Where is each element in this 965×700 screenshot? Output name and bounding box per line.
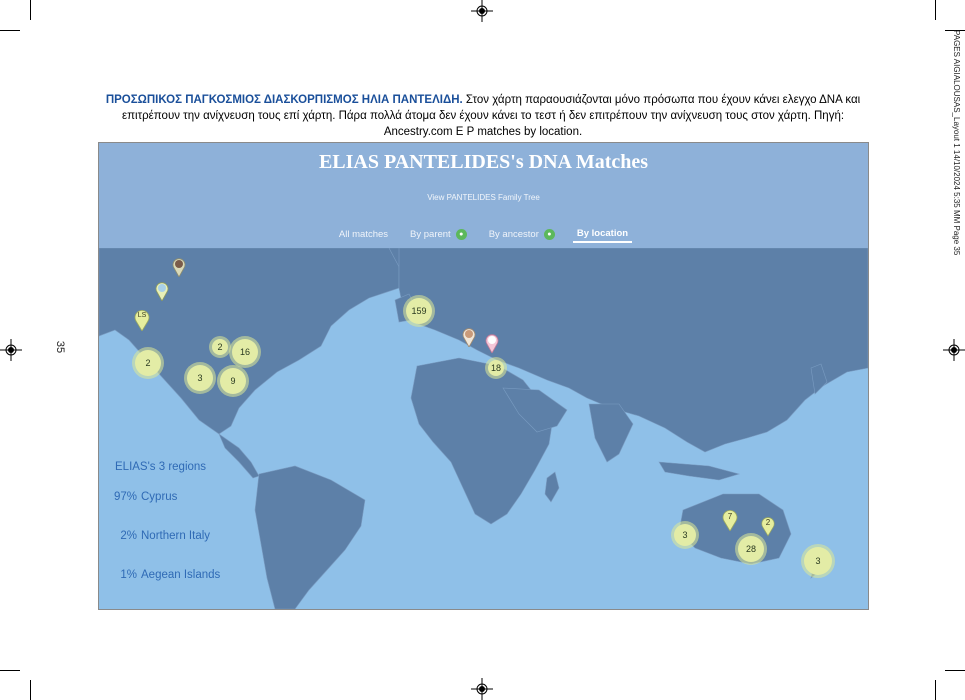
registration-mark-icon	[471, 0, 493, 22]
tab-by-ancestor[interactable]	[485, 227, 559, 242]
cluster-sydney[interactable]	[721, 509, 739, 531]
cluster-uk[interactable]	[406, 298, 432, 324]
map-pin-photo-icon[interactable]	[461, 327, 477, 347]
dna-matches-screenshot	[98, 142, 869, 610]
cluster-midwest[interactable]	[212, 339, 228, 355]
figure-caption	[98, 92, 868, 140]
map-pin-photo-icon[interactable]	[154, 281, 170, 301]
crop-mark	[945, 670, 965, 671]
crop-mark	[30, 680, 31, 700]
registration-mark-icon	[943, 339, 965, 361]
region-name: Cyprus	[141, 491, 178, 503]
tab-bar	[99, 225, 868, 243]
cluster-texas[interactable]	[187, 365, 213, 391]
cluster-count: 18	[490, 363, 501, 373]
region-percent: 97%	[113, 491, 137, 503]
tab-by-parent[interactable]	[406, 227, 471, 242]
tab-by-location[interactable]	[573, 226, 632, 243]
cluster-count: 9	[230, 376, 236, 386]
page-title: ELIAS PANTELIDES's DNA Matches	[318, 151, 649, 173]
region-row-aegean-islands[interactable]	[99, 569, 220, 581]
page-number: 35	[54, 340, 67, 354]
region-name: Aegean Islands	[141, 569, 221, 581]
cluster-count: 2	[765, 518, 771, 527]
cluster-count: 2	[217, 342, 223, 352]
cluster-new-zealand[interactable]	[804, 547, 832, 575]
tab-label: By parent	[410, 228, 451, 240]
cluster-count: 7	[727, 512, 733, 521]
region-name: Northern Italy	[141, 530, 211, 542]
regions-title: ELIAS's 3 regions	[115, 461, 207, 473]
region-row-cyprus[interactable]	[99, 491, 177, 503]
lock-icon: ●	[456, 229, 467, 240]
cluster-cyprus[interactable]	[488, 360, 504, 376]
cluster-count: 2	[145, 358, 151, 368]
caption-heading: ΠΡΟΣΩΠΙΚΟΣ ΠΑΓΚΟΣΜΙΟΣ ΔΙΑΣΚΟΡΠΙΣΜΟΣ ΗΛΙΑ ΠΑΝΤΕΛΙΔΗ.	[105, 94, 463, 106]
lock-icon: ●	[544, 229, 555, 240]
registration-mark-icon	[0, 339, 22, 361]
crop-mark	[0, 670, 20, 671]
app-header	[99, 143, 868, 248]
tab-label: By ancestor	[488, 228, 539, 240]
tab-label: All matches	[338, 228, 389, 240]
tab-label: By location	[576, 227, 629, 239]
cluster-count: 3	[682, 530, 688, 540]
pin-initials: LS	[137, 312, 147, 319]
region-percent: 2%	[120, 530, 137, 542]
cluster-count: 3	[815, 556, 821, 566]
cluster-southeast[interactable]	[220, 368, 246, 394]
cluster-count: 28	[745, 544, 756, 554]
cluster-west-australia[interactable]	[674, 524, 696, 546]
print-slug: PAGES AIGIALOUSAS_Layout 1 14/10/2024 5:35 ΜΜ Page 35	[952, 30, 961, 256]
map-pin-ls[interactable]	[133, 309, 151, 331]
cluster-count: 16	[239, 347, 250, 357]
crop-mark	[935, 680, 936, 700]
cluster-northeast[interactable]	[232, 339, 258, 365]
registration-mark-icon	[471, 678, 493, 700]
view-family-tree-link[interactable]: View PANTELIDES Family Tree	[427, 193, 540, 202]
cluster-melbourne[interactable]	[738, 536, 764, 562]
region-percent: 1%	[120, 569, 137, 581]
cluster-count: 3	[197, 373, 203, 383]
crop-mark	[935, 0, 936, 20]
crop-mark	[0, 30, 20, 31]
caption-text: Στον χάρτη παραουσιάζονται μόνο πρόσωπα που έχουν κάνει ελεγχο ΔΝΑ και επιτρέπουν την ανίχνευση τους επί χάρτη. Πάρα πολλά άτομα δεν έχουν κάνει το τεστ ή δεν επιτρέπουν την ανίχνευση τους στον χάρτη. Πηγή: Ancestry.com Ε Ρ matches by location.	[121, 94, 861, 138]
map-pin-photo-icon[interactable]	[484, 333, 500, 353]
region-row-northern-italy[interactable]	[99, 530, 210, 542]
crop-mark	[30, 0, 31, 20]
cluster-california[interactable]	[135, 350, 161, 376]
tab-all-matches[interactable]	[335, 227, 392, 242]
cluster-count: 159	[411, 306, 427, 316]
map-pin-photo-icon[interactable]	[171, 257, 187, 277]
cluster-brisbane[interactable]	[760, 515, 776, 537]
